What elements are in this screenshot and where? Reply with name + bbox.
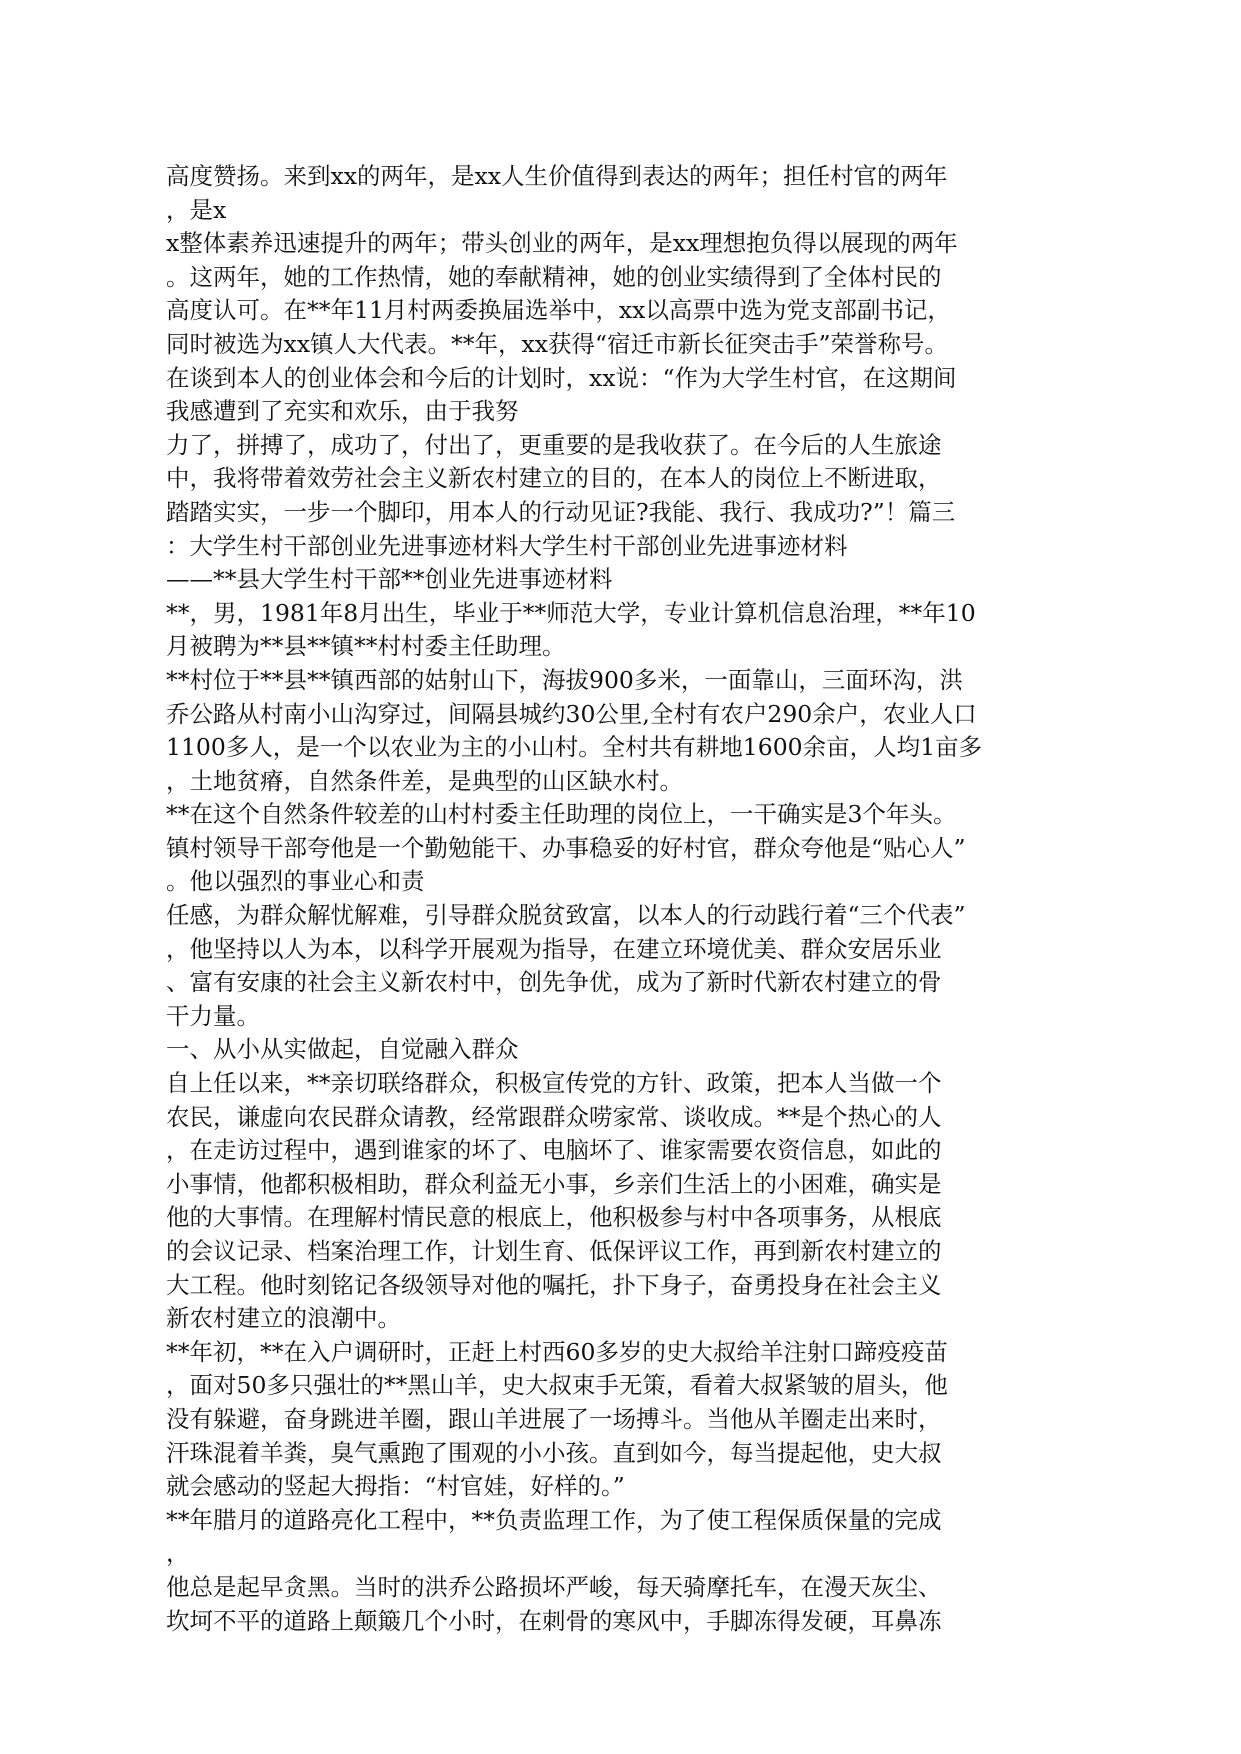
text-line: 大工程。他时刻铭记各级领导对他的嘱托，扑下身子，奋勇投身在社会主义	[166, 1270, 942, 1299]
text-line: ，他坚持以人为本，以科学开展观为指导，在建立环境优美、群众安居乐业	[166, 934, 942, 963]
text-line: 新农村建立的浪潮中。	[166, 1304, 401, 1333]
text-line: **村位于**县**镇西部的姑射山下，海拔900多米，一面靠山，三面环沟，洪	[166, 665, 963, 694]
text-line: 月被聘为**县**镇**村村委主任助理。	[166, 632, 566, 661]
text-line: 。这两年，她的工作热情，她的奉献精神，她的创业实绩得到了全体村民的	[166, 262, 942, 291]
text-line: ，面对50多只强壮的**黑山羊，史大叔束手无策，看着大叔紧皱的眉头，他	[166, 1371, 948, 1400]
document-body	[166, 160, 1066, 1638]
text-line: 高度赞扬。来到xx的两年，是xx人生价值得到表达的两年；担任村官的两年	[166, 162, 948, 190]
text-line: 汗珠混着羊粪，臭气熏跑了围观的小小孩。直到如今，每当提起他，史大叔	[166, 1438, 942, 1467]
text-line: 农民，谦虚向农民群众请教，经常跟群众唠家常、谈收成。**是个热心的人	[166, 1102, 942, 1131]
text-line: 乔公路从村南小山沟穿过，间隔县城约30公里,全村有农户290余户，农业人口	[166, 699, 977, 728]
text-line: 小事情，他都积极相助，群众利益无小事，乡亲们生活上的小困难，确实是	[166, 1169, 942, 1198]
text-line: 干力量。	[166, 1001, 260, 1030]
text-line: 他的大事情。在理解村情民意的根底上，他积极参与村中各项事务，从根底	[166, 1203, 942, 1232]
text-line: 镇村领导干部夸他是一个勤勉能干、办事稳妥的好村官，群众夸他是“贴心人”	[166, 833, 966, 862]
text-line: x整体素养迅速提升的两年；带头创业的两年，是xx理想抱负得以展现的两年	[166, 229, 958, 258]
text-line: 一、从小从实做起，自觉融入群众	[166, 1035, 519, 1064]
text-line: **年腊月的道路亮化工程中，**负责监理工作，为了使工程保质保量的完成	[166, 1505, 942, 1534]
text-line: ：大学生村干部创业先进事迹材料大学生村干部创业先进事迹材料	[166, 531, 848, 560]
text-line: **，男，1981年8月出生，毕业于**师范大学，专业计算机信息治理，**年10	[166, 598, 976, 627]
text-line: 自上任以来，**亲切联络群众，积极宣传党的方针、政策，把本人当做一个	[166, 1069, 942, 1098]
text-line: 高度认可。在**年11月村两委换届选举中，xx以高票中选为党支部副书记，	[166, 296, 951, 325]
text-line: 在谈到本人的创业体会和今后的计划时，xx说：“作为大学生村官，在这期间	[166, 363, 957, 392]
text-line: ——**县大学生村干部**创业先进事迹材料	[166, 565, 613, 594]
text-line: ，土地贫瘠，自然条件差，是典型的山区缺水村。	[166, 766, 683, 795]
text-line: 力了，拼搏了，成功了，付出了，更重要的是我收获了。在今后的人生旅途	[166, 430, 942, 459]
text-line: 就会感动的竖起大拇指：“村官娃，好样的。”	[166, 1472, 625, 1501]
text-line: 同时被选为xx镇人大代表。**年，xx获得“宿迁市新长征突击手”荣誉称号。	[166, 329, 949, 358]
text-line: 1100多人，是一个以农业为主的小山村。全村共有耕地1600余亩，人均1亩多	[166, 733, 983, 762]
text-line: 没有躲避，奋身跳进羊圈，跟山羊进展了一场搏斗。当他从羊圈走出来时，	[166, 1404, 942, 1433]
text-line: 任感，为群众解忧解难，引导群众脱贫致富，以本人的行动践行着“三个代表”	[166, 901, 966, 930]
text-line: **在这个自然条件较差的山村村委主任助理的岗位上，一干确实是3个年头。	[166, 800, 957, 829]
text-line: 他总是起早贪黑。当时的洪乔公路损坏严峻，每天骑摩托车，在漫天灰尘、	[166, 1572, 942, 1601]
text-line: 我感遭到了充实和欢乐，由于我努	[166, 397, 519, 426]
text-line: **年初，**在入户调研时，正赶上村西60多岁的史大叔给羊注射口蹄疫疫苗	[166, 1337, 948, 1366]
text-line: 、富有安康的社会主义新农村中，创先争优，成为了新时代新农村建立的骨	[166, 968, 942, 997]
text-line: 中，我将带着效劳社会主义新农村建立的目的，在本人的岗位上不断进取，	[166, 464, 942, 493]
text-line: 的会议记录、档案治理工作，计划生育、低保评议工作，再到新农村建立的	[166, 1237, 942, 1265]
text-line: ，在走访过程中，遇到谁家的坏了、电脑坏了、谁家需要农资信息，如此的	[166, 1136, 942, 1165]
text-line: 踏踏实实，一步一个脚印，用本人的行动见证?我能、我行、我成功?”！篇三	[166, 497, 956, 526]
text-line: ，是x	[166, 195, 227, 224]
text-line: ，	[166, 1539, 190, 1568]
text-line: 。他以强烈的事业心和责	[166, 867, 425, 896]
text-line: 坎坷不平的道路上颠簸几个小时，在刺骨的寒风中，手脚冻得发硬，耳鼻冻	[166, 1606, 942, 1635]
